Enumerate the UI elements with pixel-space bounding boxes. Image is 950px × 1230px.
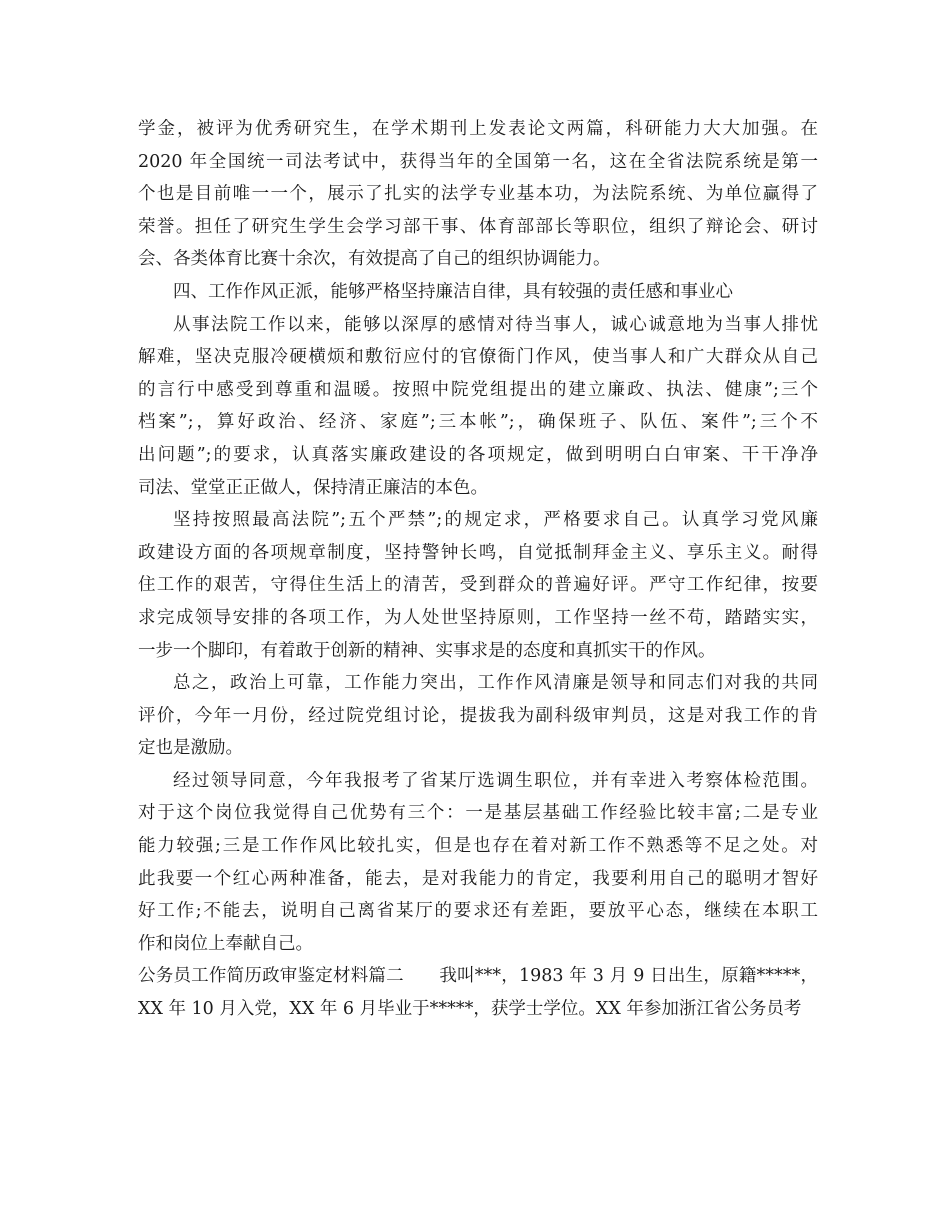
text-line: XX 年 10 月入党，XX 年 6 月毕业于*****，获学士学位。XX 年参加浙江省公务员考 — [138, 999, 802, 1020]
text-line: 2020 年全国统一司法考试中，获得当年的全国第一名，这在全省法院系统是第一 — [138, 151, 818, 172]
text-line: 总之，政治上可靠，工作能力突出，工作作风清廉是领导和同志们对我的共同 — [173, 673, 818, 694]
text-line: 公务员工作简历政审鉴定材料篇二 我叫***，1983 年 3 月 9 日出生，原籍*****， — [138, 966, 818, 987]
text-line: 评价，今年一月份，经过院党组讨论，提拔我为副科级审判员，这是对我工作的肯 — [138, 705, 818, 726]
text-line: 荣誉。担任了研究生学生会学习部干事、体育部部长等职位，组织了辩论会、研讨 — [138, 216, 818, 237]
text-line: 档案”;，算好政治、经济、家庭”;三本帐”;，确保班子、队伍、案件”;三个不 — [138, 412, 818, 433]
text-line: 此我要一个红心两种准备，能去，是对我能力的肯定，我要利用自己的聪明才智好 — [138, 868, 818, 889]
text-line: 出问题”;的要求，认真落实廉政建设的各项规定，做到明明白白审案、干干净净 — [138, 444, 818, 465]
text-line: 从事法院工作以来，能够以深厚的感情对待当事人，诚心诚意地为当事人排忧 — [173, 314, 818, 335]
text-line: 坚持按照最高法院”;五个严禁”;的规定求，严格要求自己。认真学习党风廉 — [173, 510, 818, 531]
text-line: 政建设方面的各项规章制度，坚持警钟长鸣，自觉抵制拜金主义、享乐主义。耐得 — [138, 542, 818, 563]
text-line: 住工作的艰苦，守得住生活上的清苦，受到群众的普遍好评。严守工作纪律，按要 — [138, 575, 818, 596]
text-line: 作和岗位上奉献自己。 — [138, 933, 313, 954]
text-line: 四、工作作风正派，能够严格坚持廉洁自律，具有较强的责任感和事业心 — [173, 281, 733, 302]
text-line: 求完成领导安排的各项工作，为人处世坚持原则，工作坚持一丝不苟，踏踏实实， — [138, 607, 818, 628]
text-line: 一步一个脚印，有着敢于创新的精神、实事求是的态度和真抓实干的作风。 — [138, 640, 716, 661]
text-line: 能力较强;三是工作作风比较扎实，但是也存在着对新工作不熟悉等不足之处。对 — [138, 836, 818, 857]
text-line: 定也是激励。 — [138, 738, 243, 759]
text-line: 对于这个岗位我觉得自己优势有三个：一是基层基础工作经验比较丰富;二是专业 — [138, 803, 818, 824]
text-line: 学金，被评为优秀研究生，在学术期刊上发表论文两篇，科研能力大大加强。在 — [138, 119, 818, 139]
document-body — [138, 113, 818, 1026]
text-line: 解难，坚决克服冷硬横烦和敷衍应付的官僚衙门作风，使当事人和广大群众从自己 — [138, 347, 818, 368]
text-line: 好工作;不能去，说明自己离省某厅的要求还有差距，要放平心态，继续在本职工 — [138, 901, 818, 922]
text-line: 的言行中感受到尊重和温暖。按照中院党组提出的建立廉政、执法、健康”;三个 — [138, 379, 818, 400]
text-line: 个也是目前唯一一个，展示了扎实的法学专业基本功，为法院系统、为单位赢得了 — [138, 184, 818, 205]
text-line: 司法、堂堂正正做人，保持清正廉洁的本色。 — [138, 477, 488, 498]
text-line: 经过领导同意，今年我报考了省某厅选调生职位，并有幸进入考察体检范围。 — [173, 770, 818, 791]
text-line: 会、各类体育比赛十余次，有效提高了自己的组织协调能力。 — [138, 249, 611, 270]
